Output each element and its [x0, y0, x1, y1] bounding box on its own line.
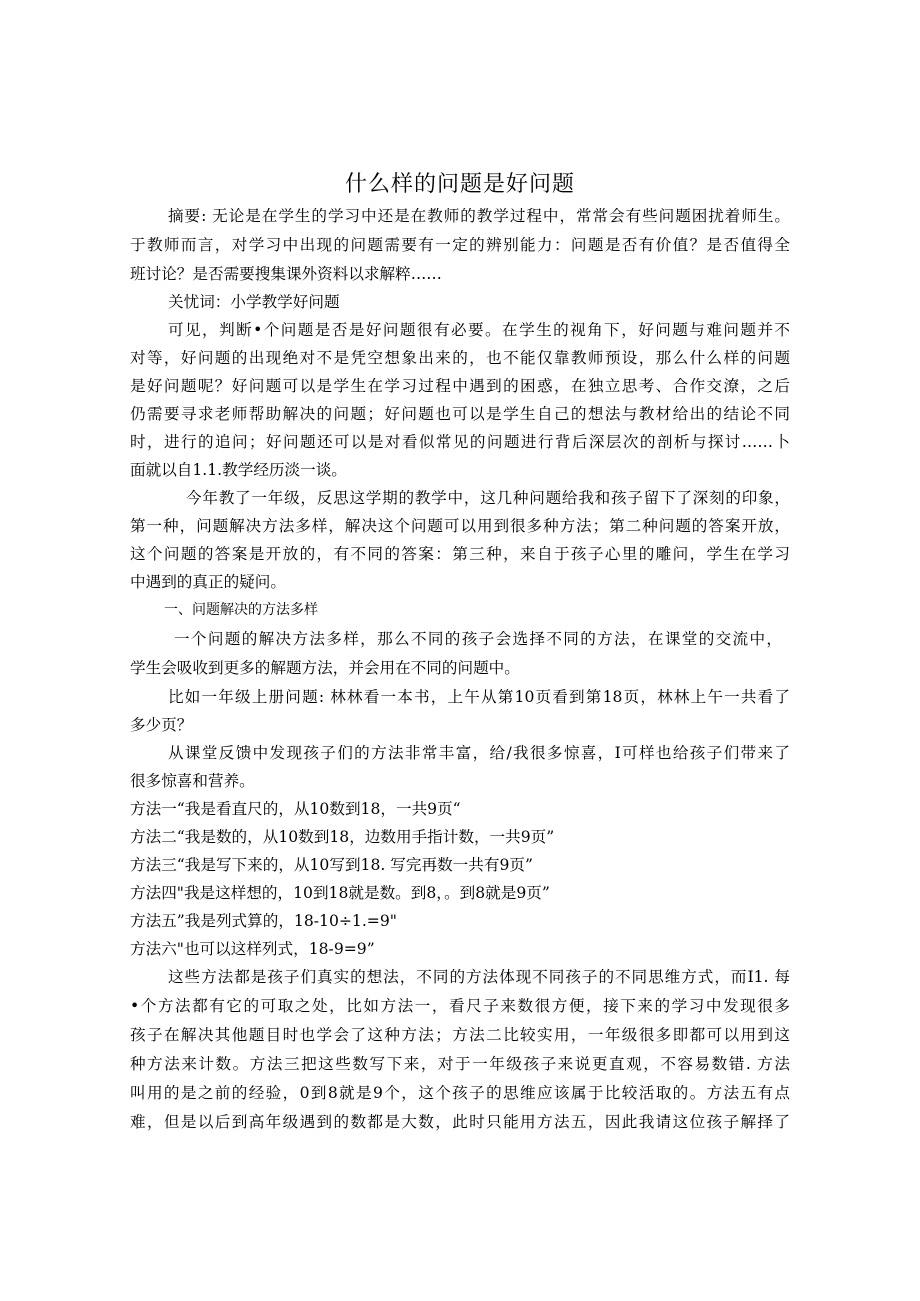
method-line: 方法二“我是数的，从10数到18，边数用手指计数，一共9页”: [130, 828, 555, 846]
body-line: 时，进行的追问；好问题还可以是对看似常见的问题进行背后深层次的剖析与探讨……卜: [130, 433, 790, 451]
body-line: 这个问题的答案是开放的，有不同的答案：第三种，来自于孩子心里的雕问，学生在学习: [130, 545, 790, 563]
body-line: 可见，判断•个问题是否是好问题很有必要。在学生的视角下，好问题与难问题并不: [168, 321, 790, 339]
body-line: 叫用的是之前的经验，0到8就是9个，这个孩子的思维应该属于比较活取的。方法五有点: [130, 1084, 790, 1102]
method-line: 方法一“我是看直尺的，从10数到18，一共9页“: [130, 800, 461, 818]
document-title: 什么样的问题是好问题: [344, 172, 575, 197]
body-line: 孩子在解决其他题目时也学会了这种方法；方法二比较实用，一年级很多即都可以用到这: [130, 1026, 790, 1044]
body-line: 比如一年级上册问题: 林林看一本书，上午从第10页看到第18页，林林上午一共看了: [168, 688, 790, 706]
section-heading: 一、问题解决的方法多样: [164, 602, 318, 618]
body-line: 多少页？: [130, 716, 193, 734]
abstract-line: 于教师而言，对学习中出现的问题需要有一定的辨别能力：问题是否有价值？是否值得全: [130, 236, 790, 254]
body-line: 是好问题呢？好问题可以是学生在学习过程中遇到的困惑，在独立思考、合作交潦，之后: [130, 377, 790, 395]
abstract-line: 摘要: 无论是在学生的学习中还是在教师的教学过程中，常常会有些问题困扰着师生。: [168, 207, 790, 225]
body-line: 学生会吸收到更多的解题方法，并会用在不同的问题中。: [130, 659, 520, 677]
body-line: 对等，好问题的出现绝对不是凭空想象出来的，也不能仅靠教师预设，那么什么样的问题: [130, 349, 790, 367]
method-line: 方法六"也可以这样列式，18-9=9”: [130, 940, 375, 958]
keywords-line: 关忧词：小学教学好问题: [168, 293, 340, 311]
body-line: 从课堂反馈中发现孩子们的方法非常丰富，给/我很多惊喜，I可样也给孩子们带来了: [168, 744, 790, 762]
abstract-line: 班讨论？是否需要搜集课外资料以求解粹……: [130, 265, 442, 283]
body-line: •个方法都有它的可取之处，比如方法一，看尺子来数很方便，接下来的学习中发现很多: [130, 997, 790, 1015]
body-line: 种方法来计数。方法三把这些数写下来，对于一年级孩子来说更直观，不容易数错. 方法: [130, 1055, 790, 1073]
body-line: 仍需要寻求老师帮助解决的问题；好问题也可以是学生自己的想法与教材给出的结论不同: [130, 405, 790, 423]
body-line: 难，但是以后到高年级遇到的数都是大数，此时只能用方法五，因此我请这位孩子解择了: [130, 1113, 790, 1131]
body-line: 第一种，问题解决方法多样，解决这个问题可以用到很多种方法；第二种问题的答案开放，: [130, 517, 790, 535]
method-line: 方法四"我是这样想的，10到18就是数。到8，。到8就是9页”: [130, 884, 550, 902]
body-line: 这些方法都是孩子们真实的想法，不同的方法体现不同孩子的不同思维方式，而I1. 每: [168, 968, 790, 986]
body-line: 今年教了一年级，反思这学期的教学中，这几种问题给我和孩子留下了深刻的印象，: [186, 489, 790, 507]
body-line: 很多惊喜和营养。: [130, 772, 255, 790]
method-line: 方法五”我是列式算的，18-10÷1.=9": [130, 912, 397, 930]
body-line: 一个问题的解决方法多样，那么不同的孩子会选择不同的方法，在课堂的交流中，: [174, 630, 782, 648]
body-line: 面就以自1.1.教学经历淡一谈。: [130, 461, 347, 479]
method-line: 方法三“我是写下来的，从10写到18. 写完再数一共有9页”: [130, 856, 533, 874]
body-line: 中遇到的真正的疑问。: [130, 573, 286, 591]
